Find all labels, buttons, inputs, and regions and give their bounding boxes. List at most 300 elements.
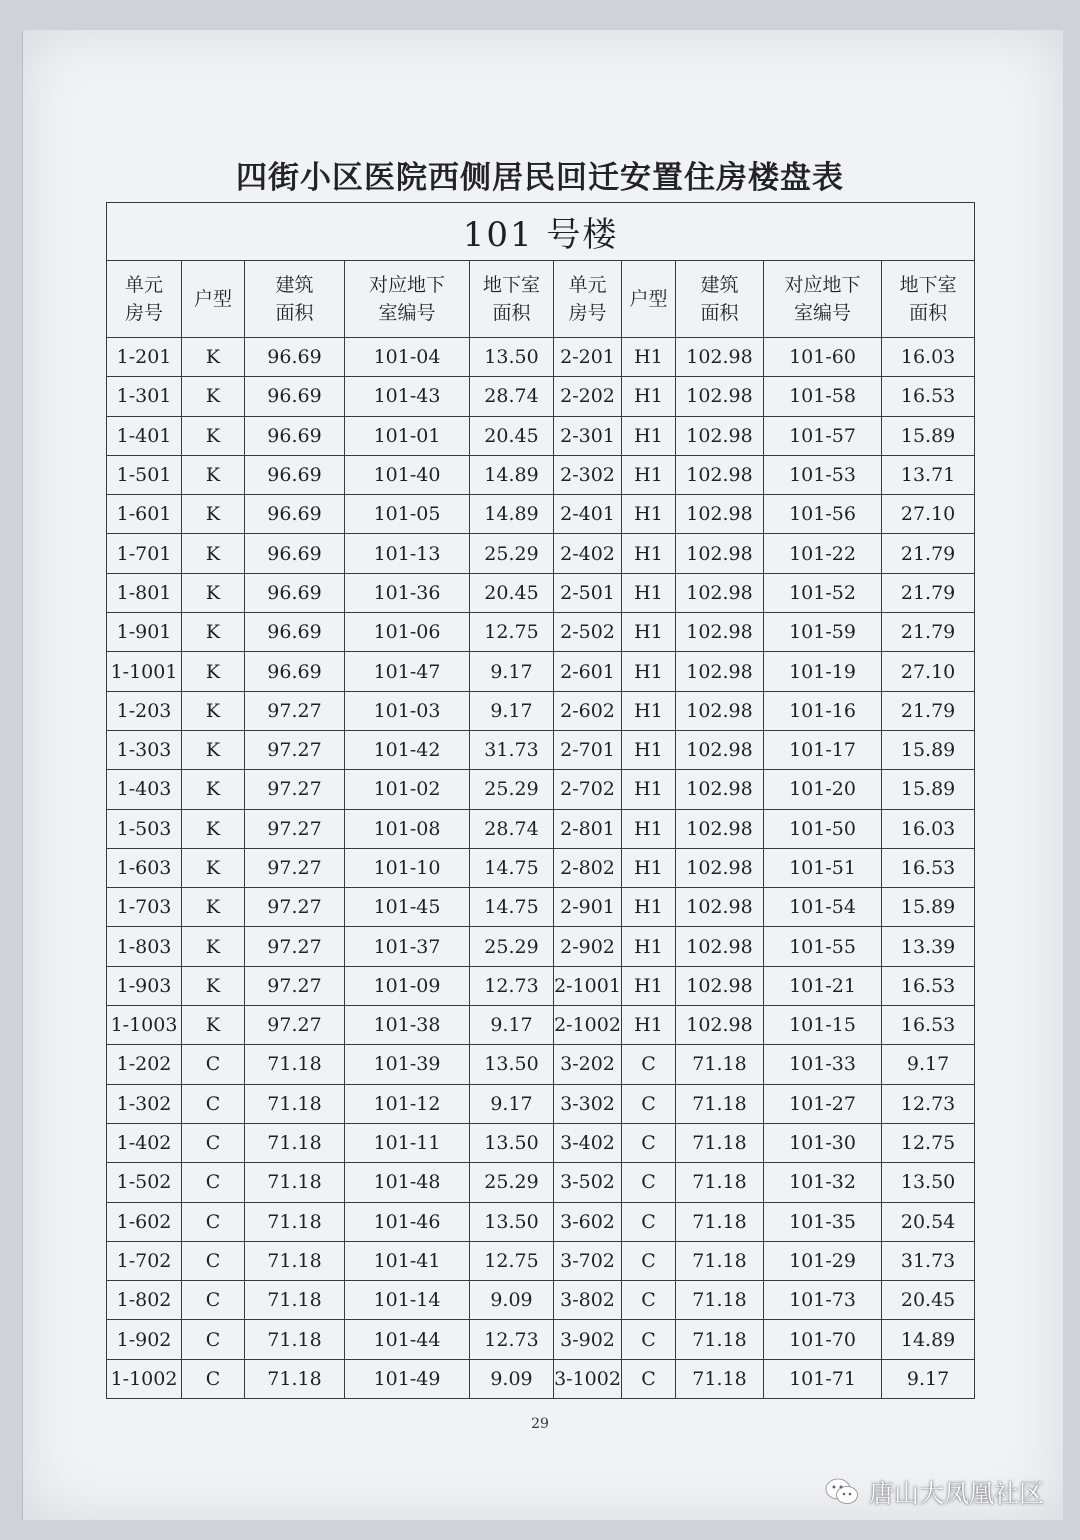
table-cell: 12.73 — [882, 1084, 975, 1123]
table-cell: K — [182, 691, 245, 730]
table-cell: 101-04 — [345, 338, 470, 377]
table-cell: 101-08 — [345, 809, 470, 848]
table-cell: K — [182, 1006, 245, 1045]
table-cell: 97.27 — [245, 927, 345, 966]
column-header: 建筑 面积 — [676, 261, 764, 338]
table-cell: C — [622, 1281, 676, 1320]
table-cell: 102.98 — [676, 848, 764, 887]
table-row — [107, 338, 975, 377]
table-cell: 2-1001 — [554, 966, 622, 1005]
table-cell: 101-02 — [345, 770, 470, 809]
table-cell: 97.27 — [245, 770, 345, 809]
table-cell: 101-11 — [345, 1123, 470, 1162]
table-cell: K — [182, 730, 245, 769]
table-cell: 71.18 — [676, 1320, 764, 1359]
table-cell: 15.89 — [882, 416, 975, 455]
table-cell: C — [622, 1241, 676, 1280]
column-header: 对应地下 室编号 — [345, 261, 470, 338]
table-row — [107, 966, 975, 1005]
table-cell: 15.89 — [882, 730, 975, 769]
table-cell: 101-01 — [345, 416, 470, 455]
table-row — [107, 534, 975, 573]
table-cell: 1-701 — [107, 534, 182, 573]
table-cell: 101-19 — [764, 652, 882, 691]
table-cell: 102.98 — [676, 534, 764, 573]
table-cell: 21.79 — [882, 573, 975, 612]
table-cell: 1-802 — [107, 1281, 182, 1320]
table-cell: 3-1002 — [554, 1359, 622, 1398]
table-cell: 3-202 — [554, 1045, 622, 1084]
table-cell: 1-202 — [107, 1045, 182, 1084]
table-cell: 102.98 — [676, 338, 764, 377]
table-cell: H1 — [622, 338, 676, 377]
table-cell: 71.18 — [245, 1241, 345, 1280]
table-cell: 102.98 — [676, 652, 764, 691]
table-cell: 1-601 — [107, 495, 182, 534]
table-cell: 2-701 — [554, 730, 622, 769]
table-cell: K — [182, 652, 245, 691]
table-cell: 101-33 — [764, 1045, 882, 1084]
table-cell: 71.18 — [245, 1281, 345, 1320]
table-cell: 101-09 — [345, 966, 470, 1005]
table-row — [107, 1320, 975, 1359]
table-row — [107, 416, 975, 455]
table-cell: H1 — [622, 888, 676, 927]
table-cell: 2-202 — [554, 377, 622, 416]
table-cell: 13.71 — [882, 455, 975, 494]
page-number: 29 — [531, 1416, 549, 1432]
table-cell: 13.39 — [882, 927, 975, 966]
table-cell: 13.50 — [470, 338, 554, 377]
watermark-text: 唐山大凤凰社区 — [868, 1479, 1044, 1508]
table-cell: H1 — [622, 848, 676, 887]
table-cell: K — [182, 495, 245, 534]
table-cell: 15.89 — [882, 888, 975, 927]
table-cell: 71.18 — [676, 1163, 764, 1202]
table-cell: 101-46 — [345, 1202, 470, 1241]
table-cell: 3-402 — [554, 1123, 622, 1162]
table-cell: 1-302 — [107, 1084, 182, 1123]
table-cell: 97.27 — [245, 691, 345, 730]
table-cell: 101-32 — [764, 1163, 882, 1202]
table-cell: 12.73 — [470, 1320, 554, 1359]
table-cell: 101-30 — [764, 1123, 882, 1162]
table-cell: 101-41 — [345, 1241, 470, 1280]
table-row — [107, 613, 975, 652]
table-cell: H1 — [622, 966, 676, 1005]
table-cell: 14.75 — [470, 848, 554, 887]
table-cell: C — [622, 1084, 676, 1123]
table-cell: 21.79 — [882, 534, 975, 573]
table-row — [107, 1123, 975, 1162]
table-cell: 15.89 — [882, 770, 975, 809]
table-cell: 20.45 — [470, 416, 554, 455]
table-cell: 1-1003 — [107, 1006, 182, 1045]
table-cell: 2-401 — [554, 495, 622, 534]
table-cell: 20.45 — [470, 573, 554, 612]
table-cell: 25.29 — [470, 1163, 554, 1202]
table-cell: K — [182, 416, 245, 455]
table-cell: 9.09 — [470, 1359, 554, 1398]
table-cell: 2-502 — [554, 613, 622, 652]
table-cell: 96.69 — [245, 573, 345, 612]
table-cell: H1 — [622, 927, 676, 966]
table-cell: 97.27 — [245, 888, 345, 927]
table-cell: 102.98 — [676, 416, 764, 455]
table-cell: K — [182, 966, 245, 1005]
table-cell: 71.18 — [676, 1045, 764, 1084]
table-cell: 102.98 — [676, 809, 764, 848]
column-header: 对应地下 室编号 — [764, 261, 882, 338]
table-cell: K — [182, 377, 245, 416]
table-cell: 2-301 — [554, 416, 622, 455]
table-cell: 1-503 — [107, 809, 182, 848]
table-row — [107, 1281, 975, 1320]
table-cell: 1-903 — [107, 966, 182, 1005]
table-row — [107, 1202, 975, 1241]
table-cell: 9.17 — [882, 1045, 975, 1084]
document-title: 四街小区医院西侧居民回迁安置住房楼盘表 — [236, 160, 844, 196]
table-cell: 101-38 — [345, 1006, 470, 1045]
table-cell: 14.89 — [470, 495, 554, 534]
table-cell: 16.53 — [882, 966, 975, 1005]
table-cell: 102.98 — [676, 377, 764, 416]
table-row — [107, 730, 975, 769]
table-cell: 25.29 — [470, 770, 554, 809]
table-row — [107, 691, 975, 730]
table-cell: 102.98 — [676, 613, 764, 652]
column-header: 地下室 面积 — [882, 261, 975, 338]
table-cell: 1-502 — [107, 1163, 182, 1202]
table-cell: 101-10 — [345, 848, 470, 887]
table-cell: H1 — [622, 809, 676, 848]
table-cell: K — [182, 888, 245, 927]
table-row — [107, 888, 975, 927]
table-cell: 71.18 — [245, 1123, 345, 1162]
table-cell: H1 — [622, 495, 676, 534]
table-cell: C — [182, 1320, 245, 1359]
table-cell: 96.69 — [245, 416, 345, 455]
table-cell: 101-13 — [345, 534, 470, 573]
table-cell: K — [182, 848, 245, 887]
table-cell: 101-40 — [345, 455, 470, 494]
table-cell: 101-45 — [345, 888, 470, 927]
table-cell: 101-06 — [345, 613, 470, 652]
table-row — [107, 1045, 975, 1084]
table-cell: 12.75 — [470, 613, 554, 652]
table-cell: H1 — [622, 534, 676, 573]
table-cell: 1-303 — [107, 730, 182, 769]
table-cell: 1-403 — [107, 770, 182, 809]
table-cell: 2-902 — [554, 927, 622, 966]
table-cell: 102.98 — [676, 770, 764, 809]
table-cell: 101-15 — [764, 1006, 882, 1045]
table-cell: 12.75 — [882, 1123, 975, 1162]
table-cell: 25.29 — [470, 534, 554, 573]
table-cell: 9.17 — [470, 1006, 554, 1045]
table-cell: 101-71 — [764, 1359, 882, 1398]
table-cell: 71.18 — [676, 1084, 764, 1123]
table-cell: 1-301 — [107, 377, 182, 416]
table-cell: 71.18 — [245, 1045, 345, 1084]
table-cell: K — [182, 809, 245, 848]
table-cell: 2-1002 — [554, 1006, 622, 1045]
table-cell: 16.53 — [882, 377, 975, 416]
table-cell: 71.18 — [676, 1241, 764, 1280]
table-cell: 101-51 — [764, 848, 882, 887]
table-cell: 14.89 — [882, 1320, 975, 1359]
table-cell: 101-27 — [764, 1084, 882, 1123]
column-header: 地下室 面积 — [470, 261, 554, 338]
table-cell: 97.27 — [245, 1006, 345, 1045]
table-cell: 96.69 — [245, 495, 345, 534]
table-cell: 97.27 — [245, 730, 345, 769]
table-cell: 71.18 — [245, 1163, 345, 1202]
table-row — [107, 652, 975, 691]
table-cell: 102.98 — [676, 455, 764, 494]
table-cell: 101-70 — [764, 1320, 882, 1359]
table-cell: 13.50 — [470, 1202, 554, 1241]
table-cell: 20.54 — [882, 1202, 975, 1241]
table-cell: 101-54 — [764, 888, 882, 927]
column-header: 单元 房号 — [554, 261, 622, 338]
table-cell: 25.29 — [470, 927, 554, 966]
table-cell: C — [182, 1045, 245, 1084]
table-cell: 101-55 — [764, 927, 882, 966]
table-cell: C — [622, 1202, 676, 1241]
table-cell: 27.10 — [882, 652, 975, 691]
table-cell: 1-401 — [107, 416, 182, 455]
table-row — [107, 770, 975, 809]
table-cell: 1-602 — [107, 1202, 182, 1241]
table-cell: 9.17 — [882, 1359, 975, 1398]
table-row — [107, 1359, 975, 1398]
table-cell: 16.03 — [882, 809, 975, 848]
table-cell: 3-702 — [554, 1241, 622, 1280]
table-cell: 101-52 — [764, 573, 882, 612]
table-cell: 2-601 — [554, 652, 622, 691]
table-cell: 101-22 — [764, 534, 882, 573]
table-cell: 12.75 — [470, 1241, 554, 1280]
table-cell: 31.73 — [470, 730, 554, 769]
table-cell: K — [182, 455, 245, 494]
table-cell: 101-16 — [764, 691, 882, 730]
table-cell: 2-501 — [554, 573, 622, 612]
table-cell: 96.69 — [245, 613, 345, 652]
table-cell: 101-50 — [764, 809, 882, 848]
table-row — [107, 1084, 975, 1123]
table-cell: 1-1002 — [107, 1359, 182, 1398]
table-cell: 102.98 — [676, 730, 764, 769]
table-cell: 71.18 — [245, 1359, 345, 1398]
table-cell: 1-203 — [107, 691, 182, 730]
table-cell: 28.74 — [470, 377, 554, 416]
table-cell: H1 — [622, 730, 676, 769]
table-cell: 102.98 — [676, 966, 764, 1005]
table-row — [107, 455, 975, 494]
table-cell: 1-902 — [107, 1320, 182, 1359]
table-cell: 101-49 — [345, 1359, 470, 1398]
table-cell: 101-37 — [345, 927, 470, 966]
table-cell: 1-803 — [107, 927, 182, 966]
table-cell: 101-47 — [345, 652, 470, 691]
table-cell: 21.79 — [882, 613, 975, 652]
table-cell: 96.69 — [245, 377, 345, 416]
table-cell: 101-59 — [764, 613, 882, 652]
column-header: 户型 — [622, 261, 676, 338]
table-cell: K — [182, 613, 245, 652]
table-cell: C — [182, 1241, 245, 1280]
watermark — [825, 1474, 1044, 1510]
table-cell: 21.79 — [882, 691, 975, 730]
table-cell: K — [182, 927, 245, 966]
table-cell: 13.50 — [882, 1163, 975, 1202]
table-cell: 102.98 — [676, 691, 764, 730]
table-row — [107, 1006, 975, 1045]
table-cell: 101-36 — [345, 573, 470, 612]
table-cell: 28.74 — [470, 809, 554, 848]
table-cell: 1-501 — [107, 455, 182, 494]
table-cell: 101-53 — [764, 455, 882, 494]
table-cell: 101-05 — [345, 495, 470, 534]
table-cell: H1 — [622, 1006, 676, 1045]
table-cell: 1-901 — [107, 613, 182, 652]
table-cell: 2-801 — [554, 809, 622, 848]
table-cell: 101-42 — [345, 730, 470, 769]
table-cell: 1-703 — [107, 888, 182, 927]
table-cell: 3-502 — [554, 1163, 622, 1202]
table-header-row — [107, 261, 975, 338]
table-cell: 3-902 — [554, 1320, 622, 1359]
table-cell: 101-14 — [345, 1281, 470, 1320]
table-cell: 1-801 — [107, 573, 182, 612]
table-cell: 102.98 — [676, 573, 764, 612]
table-cell: 102.98 — [676, 1006, 764, 1045]
table-cell: 71.18 — [245, 1084, 345, 1123]
table-cell: 16.53 — [882, 1006, 975, 1045]
table-cell: 96.69 — [245, 455, 345, 494]
table-cell: 27.10 — [882, 495, 975, 534]
table-row — [107, 495, 975, 534]
table-row — [107, 848, 975, 887]
table-cell: 31.73 — [882, 1241, 975, 1280]
table-cell: 71.18 — [245, 1202, 345, 1241]
table-cell: 101-20 — [764, 770, 882, 809]
table-cell: 97.27 — [245, 809, 345, 848]
table-cell: 71.18 — [676, 1359, 764, 1398]
table-cell: 14.89 — [470, 455, 554, 494]
table-cell: 2-201 — [554, 338, 622, 377]
table-cell: C — [622, 1320, 676, 1359]
table-cell: 9.09 — [470, 1281, 554, 1320]
table-cell: H1 — [622, 455, 676, 494]
table-cell: 14.75 — [470, 888, 554, 927]
table-cell: 101-73 — [764, 1281, 882, 1320]
table-cell: 2-302 — [554, 455, 622, 494]
table-row — [107, 1163, 975, 1202]
table-row — [107, 809, 975, 848]
table-cell: 101-21 — [764, 966, 882, 1005]
table-cell: 13.50 — [470, 1123, 554, 1162]
table-cell: 2-702 — [554, 770, 622, 809]
wechat-icon — [825, 1477, 859, 1507]
table-cell: 2-602 — [554, 691, 622, 730]
table-cell: 1-402 — [107, 1123, 182, 1162]
table-cell: K — [182, 338, 245, 377]
table-cell: 101-60 — [764, 338, 882, 377]
table-cell: C — [622, 1045, 676, 1084]
table-cell: H1 — [622, 652, 676, 691]
building-title: 101 号楼 — [107, 203, 975, 261]
table-cell: 101-39 — [345, 1045, 470, 1084]
table-cell: 9.17 — [470, 1084, 554, 1123]
table-cell: 1-702 — [107, 1241, 182, 1280]
table-cell: 96.69 — [245, 534, 345, 573]
table-cell: 101-57 — [764, 416, 882, 455]
table-cell: 1-603 — [107, 848, 182, 887]
table-cell: 97.27 — [245, 848, 345, 887]
table-cell: K — [182, 534, 245, 573]
table-cell: 101-03 — [345, 691, 470, 730]
table-cell: K — [182, 770, 245, 809]
column-header: 单元 房号 — [107, 261, 182, 338]
table-cell: 101-44 — [345, 1320, 470, 1359]
table-cell: H1 — [622, 416, 676, 455]
table-cell: H1 — [622, 377, 676, 416]
table-cell: 96.69 — [245, 652, 345, 691]
table-cell: H1 — [622, 613, 676, 652]
column-header: 户型 — [182, 261, 245, 338]
table-cell: 3-802 — [554, 1281, 622, 1320]
table-cell: 71.18 — [676, 1202, 764, 1241]
table-cell: 9.17 — [470, 691, 554, 730]
table-cell: 1-1001 — [107, 652, 182, 691]
table-cell: 2-802 — [554, 848, 622, 887]
table-row — [107, 927, 975, 966]
table-cell: 101-12 — [345, 1084, 470, 1123]
table-row — [107, 573, 975, 612]
table-cell: 101-43 — [345, 377, 470, 416]
table-cell: 101-35 — [764, 1202, 882, 1241]
table-cell: C — [182, 1202, 245, 1241]
table-cell: 20.45 — [882, 1281, 975, 1320]
table-cell: 71.18 — [676, 1281, 764, 1320]
table-cell: C — [182, 1281, 245, 1320]
table-cell: 102.98 — [676, 888, 764, 927]
table-cell: 101-17 — [764, 730, 882, 769]
table-cell: 2-901 — [554, 888, 622, 927]
table-cell: 12.73 — [470, 966, 554, 1005]
housing-table — [106, 202, 975, 1399]
table-cell: H1 — [622, 691, 676, 730]
table-cell: 102.98 — [676, 927, 764, 966]
table-cell: 101-48 — [345, 1163, 470, 1202]
table-cell: 2-402 — [554, 534, 622, 573]
table-cell: 16.53 — [882, 848, 975, 887]
table-cell: 101-58 — [764, 377, 882, 416]
table-cell: 9.17 — [470, 652, 554, 691]
table-row — [107, 1241, 975, 1280]
table-cell: C — [182, 1163, 245, 1202]
table-cell: 101-56 — [764, 495, 882, 534]
table-cell: 3-602 — [554, 1202, 622, 1241]
column-header: 建筑 面积 — [245, 261, 345, 338]
table-cell: C — [622, 1359, 676, 1398]
table-body — [107, 338, 975, 1399]
table-cell: H1 — [622, 770, 676, 809]
table-cell: 102.98 — [676, 495, 764, 534]
table-row — [107, 377, 975, 416]
